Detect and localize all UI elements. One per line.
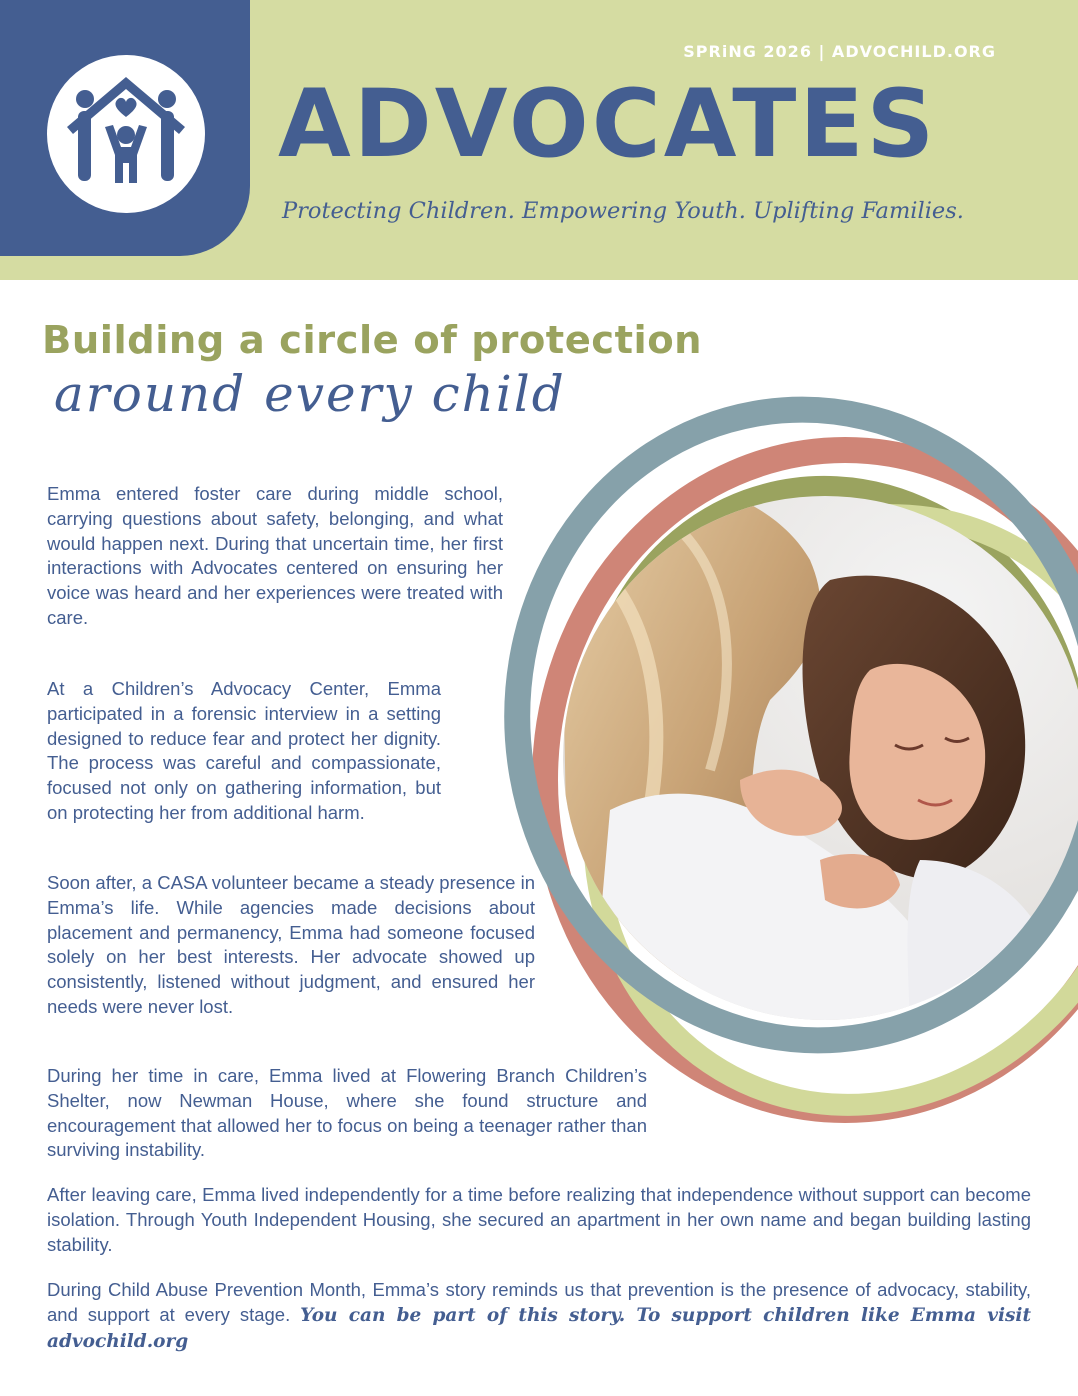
feature-script-subheadline: around every child	[54, 365, 566, 423]
masthead-title: ADVOCATES	[278, 70, 938, 179]
logo-block	[0, 0, 250, 256]
circle-rings-photo-graphic	[440, 340, 1078, 1160]
family-house-heart-icon	[47, 55, 205, 213]
closing-text: During Child Abuse Prevention Month, Emma’s story reminds us that prevention is the presence of advocacy, stability, and support at every stage.	[47, 1279, 1031, 1325]
feature-headline: Building a circle of protection	[42, 318, 703, 363]
closing-paragraph	[47, 1278, 1031, 1354]
tagline: Protecting Children. Empowering Youth. Uplifting Families.	[282, 198, 964, 224]
issue-date-website: SPRiNG 2026 | ADVOCHILD.ORG	[683, 42, 996, 61]
call-to-action: You can be part of this story. To support children like Emma visit advochild.org	[47, 1304, 1031, 1352]
story-paragraph: Soon after, a CASA volunteer became a steady presence in Emma’s life. While agencies made decisions about placement and permanency, Emma had someone focused solely on her best interests. Her advocate showed up consistently, listened without judgment, and ensured her needs were never lost.	[47, 872, 535, 1017]
header-banner	[0, 0, 1078, 280]
story-paragraph: At a Children’s Advocacy Center, Emma participated in a forensic interview in a setting designed to reduce fear and protect her dignity. The process was careful and compassionate, focused not only on gathering information, but on protecting her from additional harm.	[47, 678, 441, 823]
story-paragraph: During her time in care, Emma lived at Flowering Branch Children’s Shelter, now Newman House, where she found structure and encouragement that allowed her to focus on being a teenager rather than surviving instability.	[47, 1065, 647, 1161]
story-paragraph: Emma entered foster care during middle school, carrying questions about safety, belonging, and what would happen next. During that uncertain time, her first interactions with Advocates centered on ensuring her voice was heard and her experiences were treated with care.	[47, 483, 503, 628]
story-paragraph: After leaving care, Emma lived independently for a time before realizing that independence without support can become isolation. Through Youth Independent Housing, she secured an apartment in her own name and began building lasting stability.	[47, 1184, 1031, 1255]
